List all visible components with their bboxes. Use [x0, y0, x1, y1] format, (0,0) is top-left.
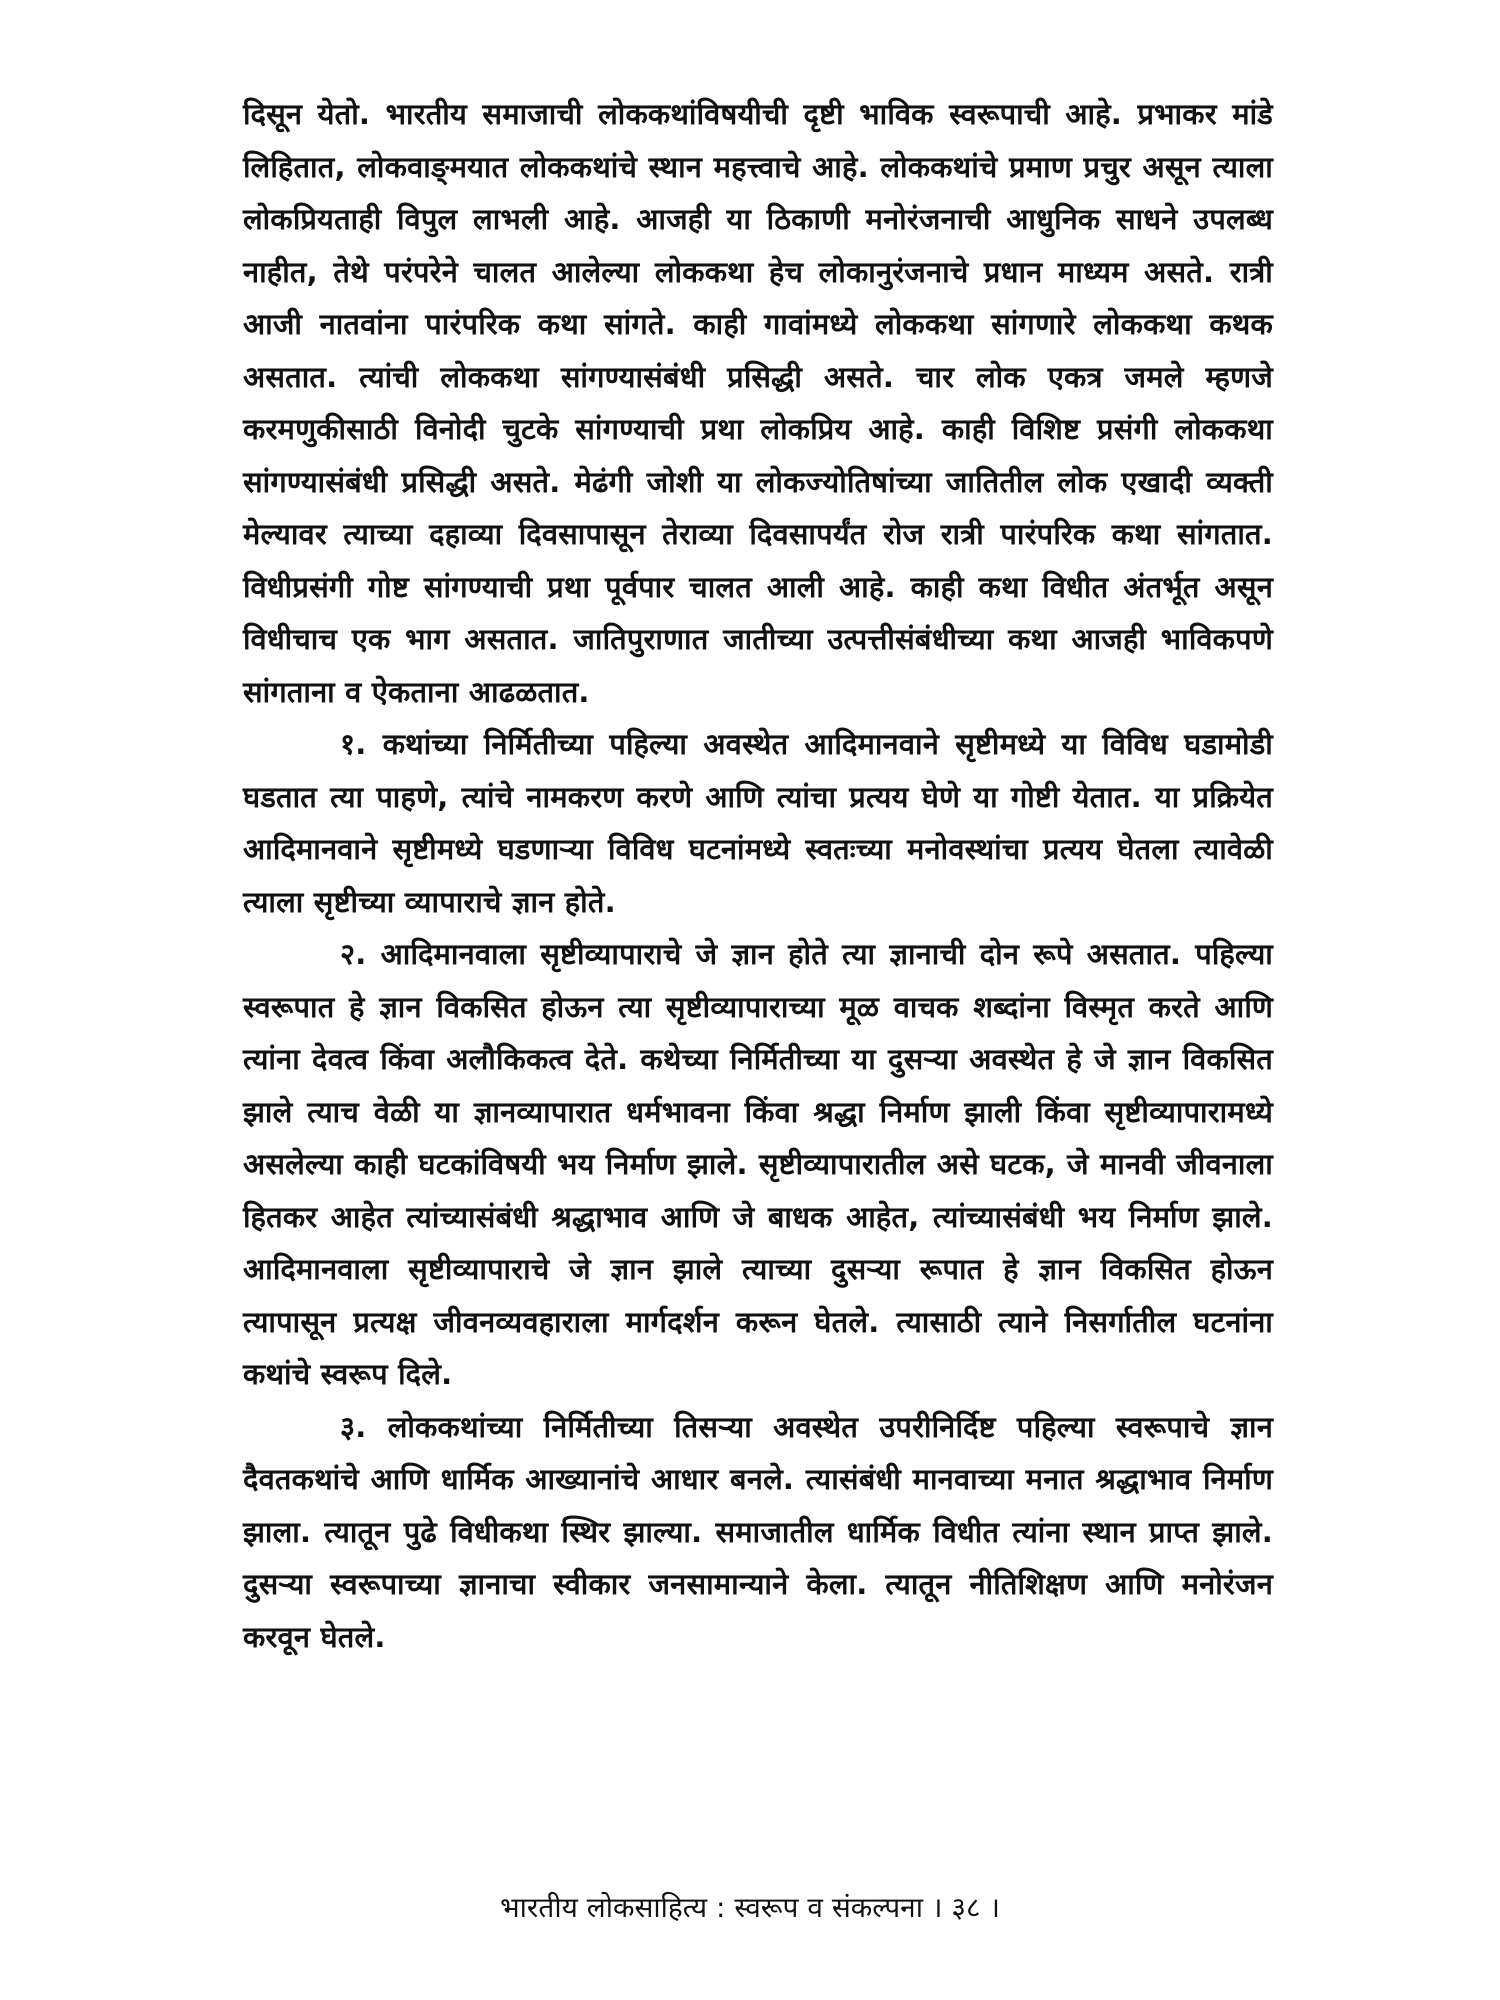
page-footer: भारतीय लोकसाहित्य : स्वरूप व संकल्पना । ३८ । [499, 1891, 1001, 1924]
paragraph-point-3: ३. लोककथांच्या निर्मितीच्या तिसऱ्या अवस्थेत उपरीनिर्दिष्ट पहिल्या स्वरूपाचे ज्ञान दैवतकथांचे आणि धार्मिक आख्यानांचे आधार बनले. त्यासंबंधी मानवाच्या मनात श्रद्धाभाव निर्माण झाला. त्यातून पुढे विधीकथा स्थिर झाल्या. समाजातील धार्मिक विधीत त्यांना स्थान प्राप्त झाले. दुसऱ्या स्वरूपाच्या ज्ञानाचा स्वीकार जनसामान्याने केला. त्यातून नीतिशिक्षण आणि मनोरंजन करवून घेतले. [243, 1409, 1273, 1654]
paragraph-point-2: २. आदिमानवाला सृष्टीव्यापाराचे जे ज्ञान होते त्या ज्ञानाची दोन रूपे असतात. पहिल्या स्वरूपात हे ज्ञान विकसित होऊन त्या सृष्टीव्यापाराच्या मूळ वाचक शब्दांना विस्मृत करते आणि त्यांना देवत्व किंवा अलौकिकत्व देते. कथेच्या निर्मितीच्या या दुसऱ्या अवस्थेत हे जे ज्ञान विकसित झाले त्याच वेळी या ज्ञानव्यापारात धर्मभावना किंवा श्रद्धा निर्माण झाली किंवा सृष्टीव्यापारामध्ये असलेल्या काही घटकांविषयी भय निर्माण झाले. सृष्टीव्यापारातील असे घटक, जे मानवी जीवनाला हितकर आहेत त्यांच्यासंबंधी श्रद्धाभाव आणि जे बाधक आहेत, त्यांच्यासंबंधी भय निर्माण झाले. आदिमानवाला सृष्टीव्यापाराचे जे ज्ञान झाले त्याच्या दुसऱ्या रूपात हे ज्ञान विकसित होऊन त्यापासून प्रत्यक्ष जीवनव्यवहाराला मार्गदर्शन करून घेतले. त्यासाठी त्याने निसर्गातील घटनांना कथांचे स्वरूप दिले. [243, 937, 1273, 1391]
paragraph-intro: दिसून येतो. भारतीय समाजाची लोककथांविषयीची दृष्टी भाविक स्वरूपाची आहे. प्रभाकर मांडे लिहितात, लोकवाङ्‌मयात लोककथांचे स्थान महत्त्वाचे आहे. लोककथांचे प्रमाण प्रचुर असून त्याला लोकप्रियताही विपुल लाभली आहे. आजही या ठिकाणी मनोरंजनाची आधुनिक साधने उपलब्ध नाहीत, तेथे परंपरेने चालत आलेल्या लोककथा हेच लोकानुरंजनाचे प्रधान माध्यम असते. रात्री आजी नातवांना पारंपरिक कथा सांगते. काही गावांमध्ये लोककथा सांगणारे लोककथा कथक असतात. त्यांची लोककथा सांगण्यासंबंधी प्रसिद्धी असते. चार लोक एकत्र जमले म्हणजे करमणुकीसाठी विनोदी चुटके सांगण्याची प्रथा लोकप्रिय आहे. काही विशिष्ट प्रसंगी लोककथा सांगण्यासंबंधी प्रसिद्धी असते. मेढंगी जोशी या लोकज्योतिषांच्या जातितील लोक एखादी व्यक्ती मेल्यावर त्याच्या दहाव्या दिवसापासून तेराव्या दिवसापर्यंत रोज रात्री पारंपरिक कथा सांगतात. विधीप्रसंगी गोष्ट सांगण्याची प्रथा पूर्वपार चालत आली आहे. काही कथा विधीत अंतर्भूत असून विधीचाच एक भाग असतात. जातिपुराणात जातीच्या उत्पत्तीसंबंधीच्या कथा आजही भाविकपणे सांगताना व ऐकताना आढळतात. [243, 97, 1273, 709]
paragraph-point-1: १. कथांच्या निर्मितीच्या पहिल्या अवस्थेत आदिमानवाने सृष्टीमध्ये या विविध घडामोडी घडतात त्या पाहणे, त्यांचे नामकरण करणे आणि त्यांचा प्रत्यय घेणे या गोष्टी येतात. या प्रक्रियेत आदिमानवाने सृष्टीमध्ये घडणाऱ्या विविध घटनांमध्ये स्वतःच्या मनोवस्थांचा प्रत्यय घेतला त्यावेळी त्याला सृष्टीच्या व्यापाराचे ज्ञान होते. [243, 727, 1273, 919]
body-text [243, 88, 1273, 1663]
